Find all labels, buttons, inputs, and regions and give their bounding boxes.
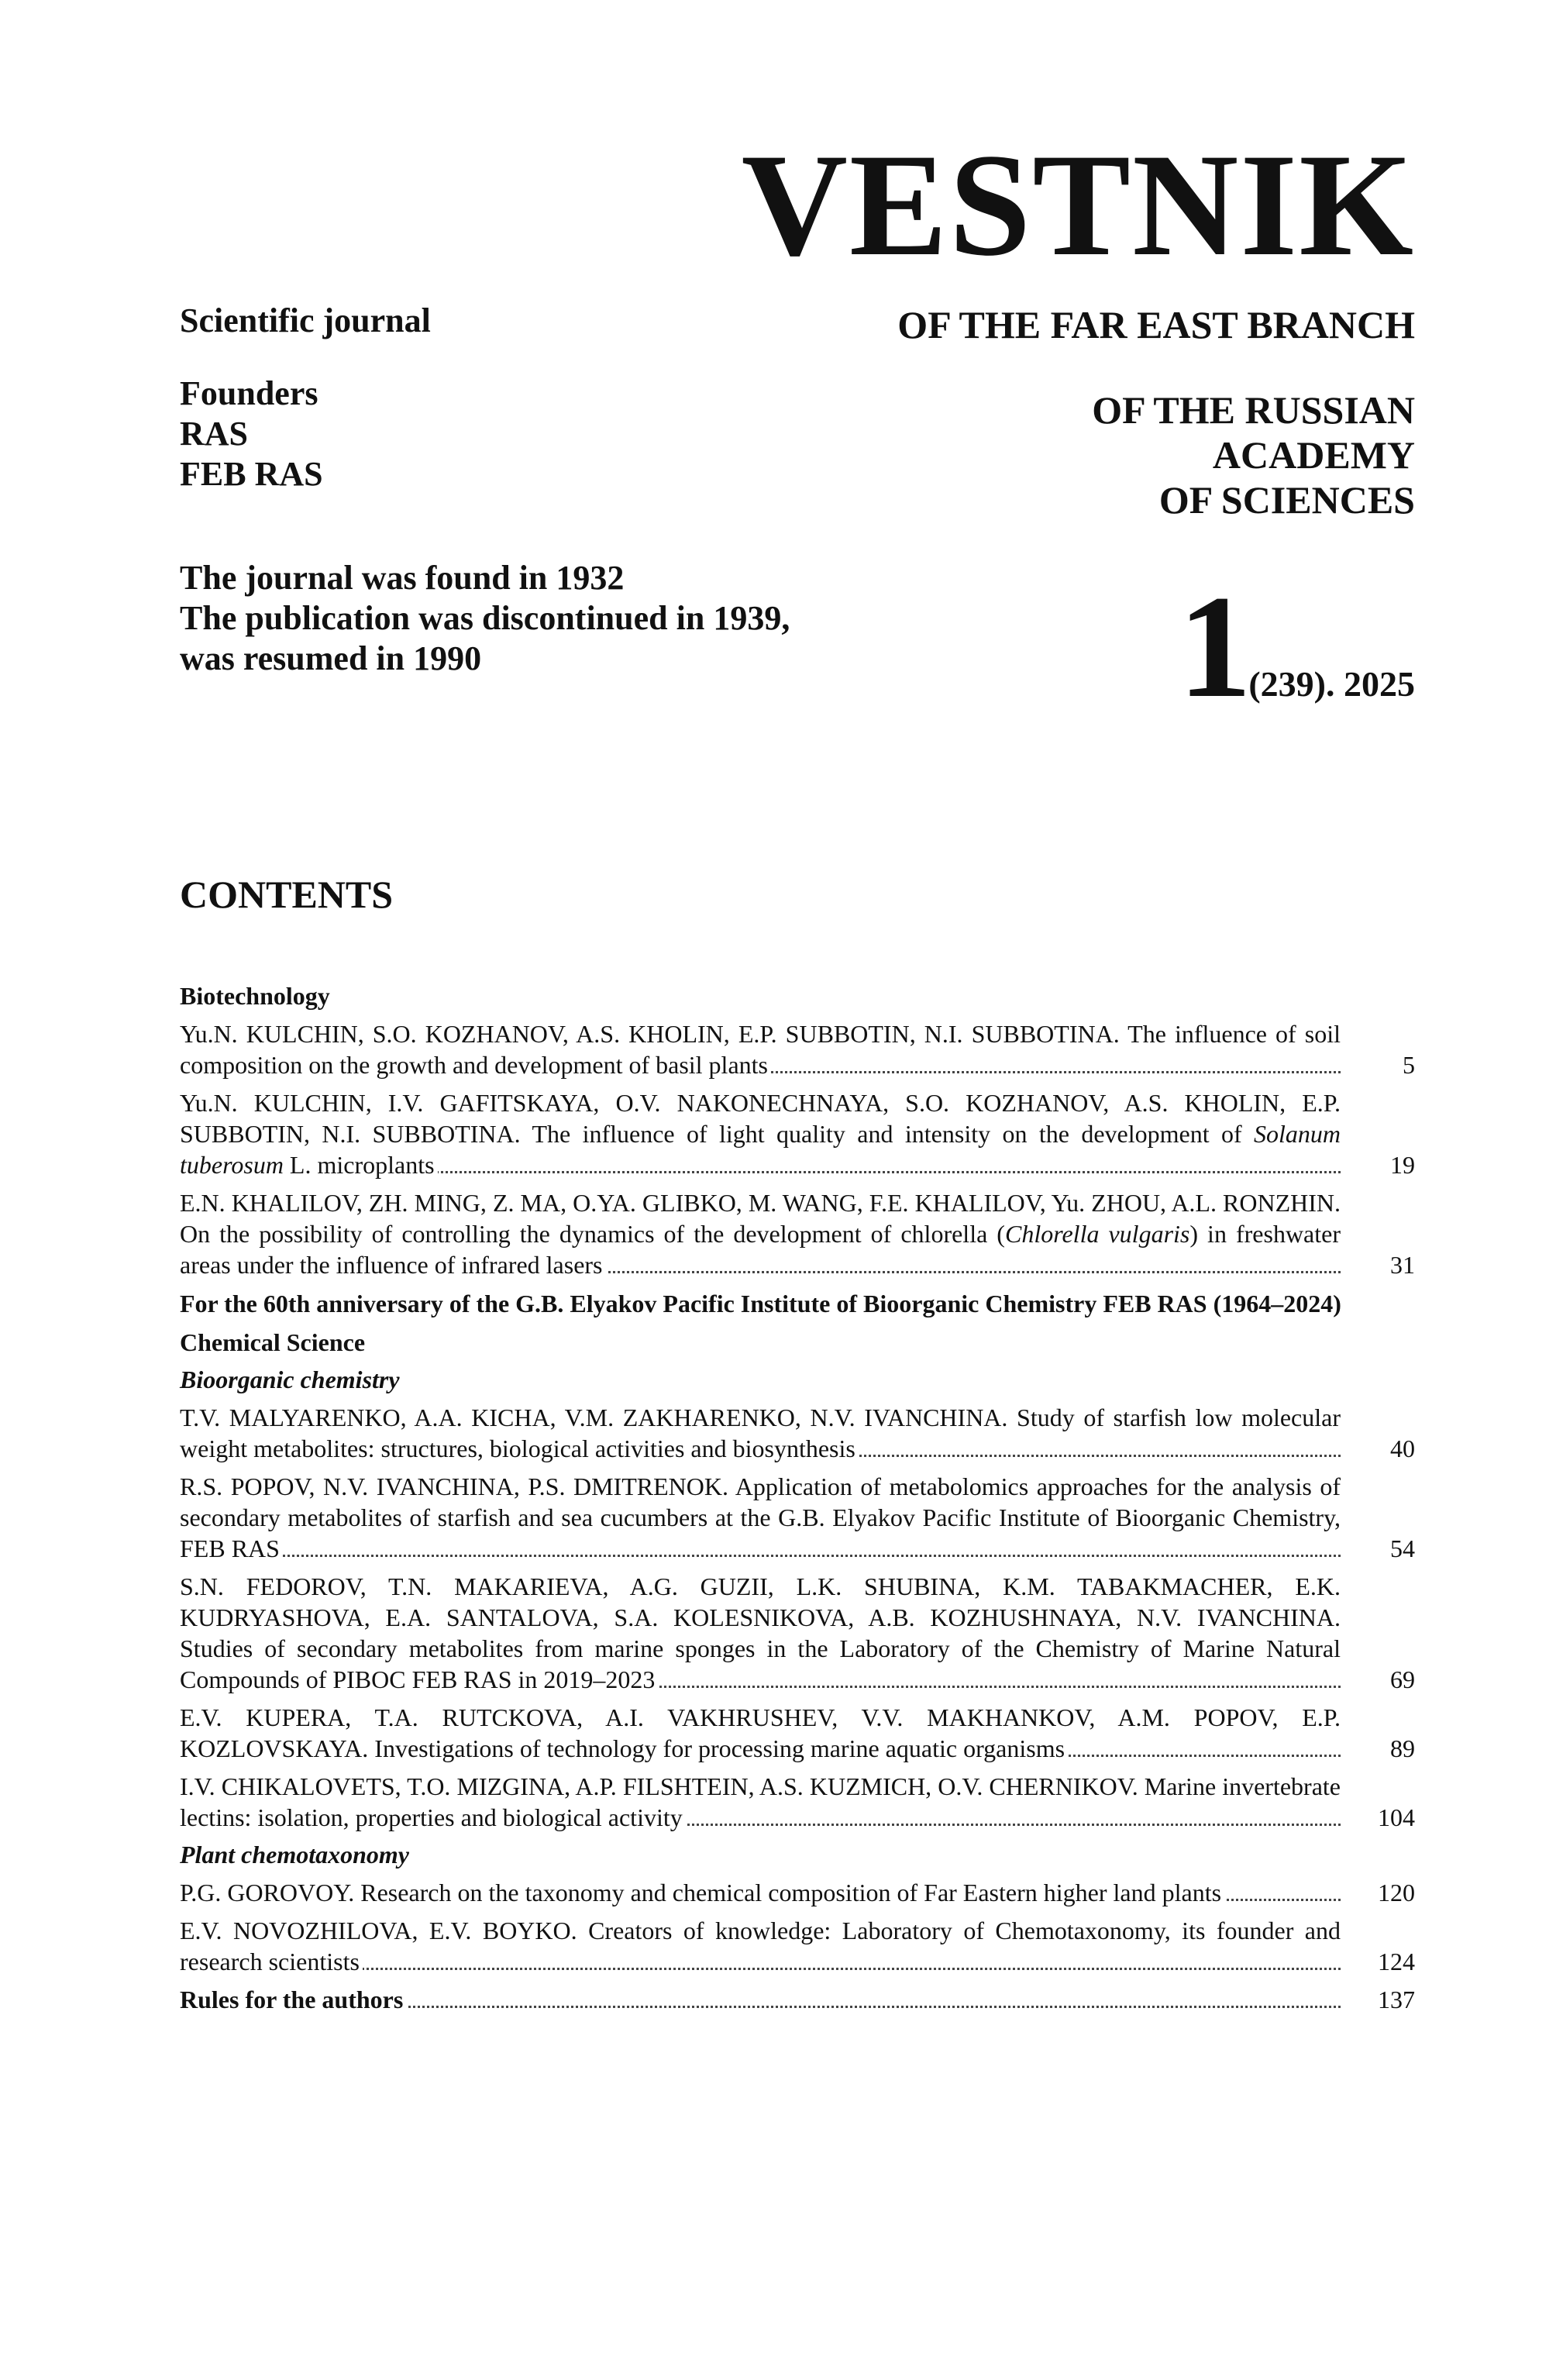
toc-entry-text: E.V. KUPERA, T.A. RUTCKOVA, A.I. VAKHRUSHEV, V.V. MAKHANKOV, A.M. POPOV, E.P. KOZLOVSKAYA. Investigations of technology for processing marine aquatic organisms [180, 1703, 1341, 1762]
toc-entry-page: 40 [1390, 1435, 1415, 1462]
toc-entry-italic: Chlorella vulgaris [1004, 1220, 1190, 1248]
issue-number-big: 1 [1178, 566, 1249, 728]
toc-entry-text: R.S. POPOV, N.V. IVANCHINA, P.S. DMITRENOK. Application of metabolomics approaches for the analysis of secondary metabolites of starfish and sea cucumbers at the G.B. Elyakov Pacific Institute of Bioorganic Chemistry, FEB RAS [180, 1472, 1341, 1562]
toc-entry-text: Yu.N. KULCHIN, I.V. GAFITSKAYA, O.V. NAKONECHNAYA, S.O. KOZHANOV, A.S. KHOLIN, E.P. SUBBOTIN, N.I. SUBBOTINA. The influence of light quality and intensity on the development of [180, 1089, 1341, 1148]
toc-entry-text: Yu.N. KULCHIN, S.O. KOZHANOV, A.S. KHOLIN, E.P. SUBBOTIN, N.I. SUBBOTINA. The influence of soil composition on the growth and development of basil plants [180, 1020, 1341, 1079]
toc-entry-page: 104 [1378, 1803, 1415, 1831]
toc-entry-text-end: ) in freshwater areas under the influence of infrared lasers [180, 1220, 1341, 1279]
toc-entry[interactable] [180, 1915, 1415, 1977]
toc-entry-text: E.V. NOVOZHILOVA, E.V. BOYKO. Creators of knowledge: Laboratory of Chemotaxonomy, its founder and research scientists [180, 1917, 1341, 1975]
issue-number [1178, 566, 1415, 728]
section-biotechnology: Biotechnology [180, 982, 330, 1010]
subtitle-rest [1092, 387, 1415, 522]
toc-entry[interactable] [180, 1571, 1415, 1695]
founder-feb-ras: FEB RAS [180, 455, 323, 493]
toc-entry[interactable] [180, 1402, 1415, 1464]
toc-entry[interactable] [180, 1087, 1415, 1180]
section-anniversary: For the 60th anniversary of the G.B. Elyakov Pacific Institute of Bioorganic Chemistry FEB RAS (1964–2024) [180, 1290, 1341, 1317]
founders-label: Founders [180, 374, 318, 412]
toc-entry-text: E.N. KHALILOV, ZH. MING, Z. MA, O.YA. GLIBKO, M. WANG, F.E. KHALILOV, Yu. ZHOU, A.L. RONZHIN. On the possibility of controlling the dynamics of the development of chlorella ( [180, 1189, 1341, 1248]
history-line-1: The journal was found in 1932 [180, 559, 625, 597]
toc-entry-text: P.G. GOROVOY. Research on the taxonomy and chemical composition of Far Eastern higher land plants [180, 1879, 1224, 1906]
history-line-3: was resumed in 1990 [180, 639, 482, 677]
toc-entry[interactable] [180, 1471, 1415, 1564]
founders-block [180, 374, 323, 494]
toc-entry-page: 19 [1390, 1151, 1415, 1179]
founder-ras: RAS [180, 415, 249, 453]
toc-entry-text: Rules for the authors [180, 1986, 406, 2013]
toc-entry-text: S.N. FEDOROV, T.N. MAKARIEVA, A.G. GUZII, L.K. SHUBINA, K.M. TABAKMACHER, E.K. KUDRYASHOVA, E.A. SANTALOVA, S.A. KOLESNIKOVA, A.B. KOZHUSHNAYA, N.V. IVANCHINA. Studies of secondary metabolites from marine sponges in the Laboratory of the Chemistry of Marine Natural Compounds of PIBOC FEB RAS in 2019–2023 [180, 1572, 1341, 1693]
section-chemical-science: Chemical Science [180, 1328, 366, 1356]
toc-entry-page: 124 [1378, 1948, 1415, 1975]
toc-entry-page: 69 [1390, 1665, 1415, 1693]
history-block [180, 558, 790, 679]
toc-entry-page: 54 [1390, 1534, 1415, 1562]
subtitle-line-1: OF THE FAR EAST BRANCH [897, 303, 1415, 346]
toc-entry-text: T.V. MALYARENKO, A.A. KICHA, V.M. ZAKHARENKO, N.V. IVANCHINA. Study of starfish low molecular weight metabolites: structures, biological activities and biosynthesis [180, 1404, 1341, 1462]
toc-entry[interactable] [180, 1018, 1415, 1080]
history-line-2: The publication was discontinued in 1939, [180, 599, 790, 637]
subtitle-line-2: OF THE RUSSIAN [1092, 388, 1415, 432]
toc-entry[interactable] [180, 1771, 1415, 1833]
toc-entry-rules[interactable] [180, 1984, 1415, 2015]
toc-entry-italic: Solanum tuberosum [180, 1120, 1341, 1179]
toc-entry[interactable] [180, 1702, 1415, 1764]
journal-type: Scientific journal [180, 301, 431, 339]
toc-entry-page: 137 [1378, 1986, 1415, 2013]
subtitle-line-4: OF SCIENCES [1158, 478, 1415, 522]
toc-entry[interactable] [180, 1187, 1415, 1280]
subsection-plant-chemotaxonomy: Plant chemotaxonomy [180, 1841, 409, 1869]
toc-entry-text-end: L. microplants [289, 1151, 435, 1179]
toc-entry-page: 120 [1378, 1879, 1415, 1906]
journal-title: VESTNIK [741, 124, 1415, 287]
toc-entry-text: I.V. CHIKALOVETS, T.O. MIZGINA, A.P. FILSHTEIN, A.S. KUZMICH, O.V. CHERNIKOV. Marine invertebrate lectins: isolation, properties and biological activity [180, 1772, 1341, 1831]
issue-number-rest: (239). 2025 [1248, 664, 1415, 704]
table-of-contents [180, 980, 1415, 2015]
toc-entry-page: 31 [1390, 1251, 1415, 1279]
toc-entry[interactable] [180, 1877, 1415, 1908]
toc-entry-page: 5 [1403, 1051, 1415, 1079]
subsection-bioorganic-chemistry: Bioorganic chemistry [180, 1366, 400, 1393]
subtitle-line-3: ACADEMY [1212, 433, 1415, 477]
contents-heading: CONTENTS [180, 873, 394, 916]
toc-entry-page: 89 [1390, 1734, 1415, 1762]
